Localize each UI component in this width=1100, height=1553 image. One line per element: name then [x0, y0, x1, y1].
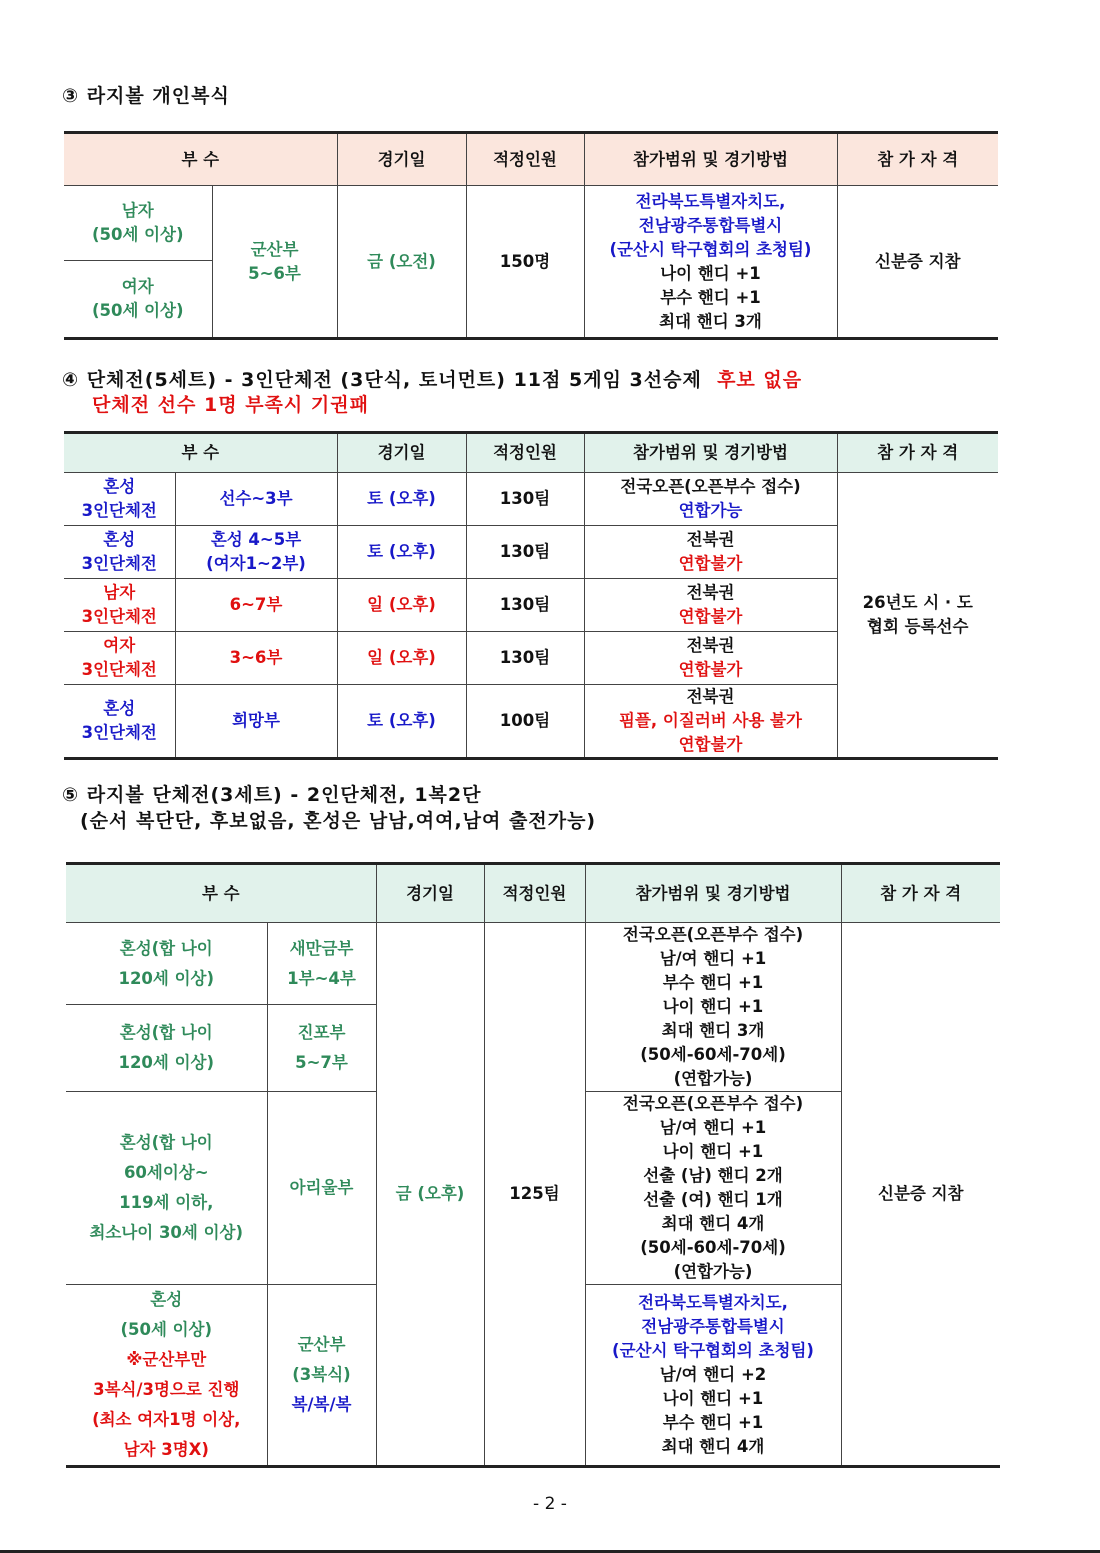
header-quota: 적정인원	[466, 133, 584, 186]
division-ariul: 혼성(합 나이 60세이상~ 119세 이하, 최소나이 30세 이상)	[66, 1092, 267, 1285]
header-division: 부 수	[64, 133, 337, 186]
scope-a: 전국오픈(오픈부수 접수) 남/여 핸디 +1 부수 핸디 +1 나이 핸디 +1 최대 핸디 3개 (50세-60세-70세) (연합가능)	[585, 923, 841, 1092]
section3-table	[64, 131, 998, 340]
header-date: 경기일	[376, 864, 484, 923]
header-quota: 적정인원	[466, 433, 584, 473]
qualification: 신분증 지참	[841, 923, 1000, 1467]
section4-subtitle: 단체전 선수 1명 부족시 기권패	[92, 394, 369, 416]
match-date: 금 (오후)	[376, 923, 484, 1467]
table-row: 여자 3인단체전 3~6부 일 (오후) 130팀 전북권 연합불가	[64, 632, 998, 685]
qualification: 26년도 시 · 도 협회 등록선수	[837, 473, 998, 759]
group-ariul: 아리울부	[267, 1092, 376, 1285]
section5-table	[66, 862, 1000, 1468]
section4-table	[64, 431, 998, 760]
header-scope: 참가범위 및 경기방법	[584, 133, 837, 186]
division-saemangeum: 혼성(합 나이 120세 이상)	[66, 923, 267, 1005]
header-scope: 참가범위 및 경기방법	[585, 864, 841, 923]
section5-title: ⑤ 라지볼 단체전(3세트) - 2인단체전, 1복2단	[62, 784, 482, 806]
header-qualification: 참 가 자 격	[841, 864, 1000, 923]
header-date: 경기일	[337, 433, 466, 473]
header-scope: 참가범위 및 경기방법	[584, 433, 837, 473]
header-qualification: 참 가 자 격	[837, 133, 998, 186]
table-row: 혼성 3인단체전 희망부 토 (오후) 100팀 전북권 핌플, 이질러버 사용 불가 연합불가	[64, 685, 998, 759]
section4-title: ④ 단체전(5세트) - 3인단체전 (3단식, 토너먼트) 11점 5게임 3선승제 후보 없음	[62, 369, 803, 391]
match-date: 금 (오전)	[337, 186, 466, 339]
group-gunsan: 군산부 5~6부	[212, 186, 337, 339]
quota: 150명	[466, 186, 584, 339]
quota: 125팀	[484, 923, 585, 1467]
group-gunsan: 군산부 (3복식) 복/복/복	[267, 1285, 376, 1467]
section3-title: ③ 라지볼 개인복식	[62, 85, 230, 107]
header-qualification: 참 가 자 격	[837, 433, 998, 473]
no-substitute-note: 후보 없음	[717, 369, 803, 391]
group-jinpo: 진포부 5~7부	[267, 1005, 376, 1092]
division-gunsan: 혼성 (50세 이상) ※군산부만 3복식/3명으로 진행 (최소 여자1명 이상, 남자 3명X)	[66, 1285, 267, 1467]
division-women: 여자 (50세 이상)	[64, 261, 212, 339]
section5-subtitle: (순서 복단단, 후보없음, 혼성은 남남,여여,남여 출전가능)	[80, 810, 597, 832]
table-row: 혼성 3인단체전 혼성 4~5부 (여자1~2부) 토 (오후) 130팀 전북권 연합불가	[64, 526, 998, 579]
division-jinpo: 혼성(합 나이 120세 이상)	[66, 1005, 267, 1092]
table-row: 남자 3인단체전 6~7부 일 (오후) 130팀 전북권 연합불가	[64, 579, 998, 632]
header-division: 부 수	[64, 433, 337, 473]
header-date: 경기일	[337, 133, 466, 186]
group-saemangeum: 새만금부 1부~4부	[267, 923, 376, 1005]
header-division: 부 수	[66, 864, 376, 923]
header-quota: 적정인원	[484, 864, 585, 923]
scope-c: 전라북도특별자치도, 전남광주통합특별시 (군산시 탁구협회의 초청팀) 남/여 핸디 +2 나이 핸디 +1 부수 핸디 +1 최대 핸디 4개	[585, 1285, 841, 1467]
table-row: 혼성 3인단체전 선수~3부 토 (오후) 130팀 전국오픈(오픈부수 접수) 연합가능 26년도 시 · 도 협회 등록선수	[64, 473, 998, 526]
scope-b: 전국오픈(오픈부수 접수) 남/여 핸디 +1 나이 핸디 +1 선출 (남) 핸디 2개 선출 (여) 핸디 1개 최대 핸디 4개 (50세-60세-70세) (연합가능)	[585, 1092, 841, 1285]
scope: 전라북도특별자치도, 전남광주통합특별시 (군산시 탁구협회의 초청팀) 나이 핸디 +1 부수 핸디 +1 최대 핸디 3개	[584, 186, 837, 339]
qualification: 신분증 지참	[837, 186, 998, 339]
division-men: 남자 (50세 이상)	[64, 186, 212, 261]
page-number: - 2 -	[533, 1494, 567, 1514]
